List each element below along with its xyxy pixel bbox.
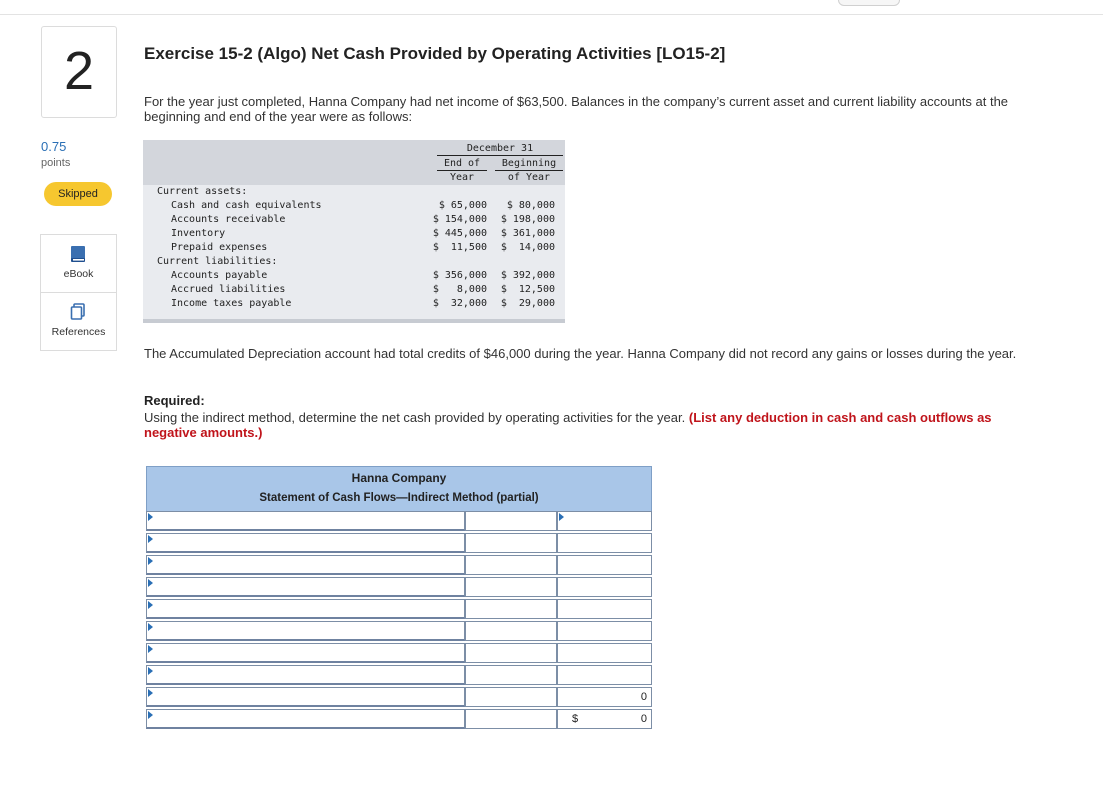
statement-row	[146, 687, 652, 709]
line-item-dropdown[interactable]	[146, 577, 465, 597]
total-input[interactable]	[557, 621, 652, 641]
balance-begin-value: $ 198,000	[500, 214, 555, 225]
dropdown-arrow-icon	[148, 645, 153, 653]
statement-row	[146, 665, 652, 687]
references-icon	[70, 303, 86, 321]
dropdown-arrow-icon	[148, 535, 153, 543]
dropdown-arrow-icon	[148, 667, 153, 675]
top-tab[interactable]	[838, 0, 900, 6]
dropdown-arrow-icon	[148, 623, 153, 631]
balance-row-label: Current liabilities:	[157, 256, 278, 267]
statement-header	[146, 466, 652, 512]
balance-end-value: $ 65,000	[438, 200, 487, 211]
balance-begin-value: $ 29,000	[500, 298, 555, 309]
col-end-line1: End of	[437, 157, 487, 171]
balance-row-label: Inventory	[171, 228, 226, 239]
balance-table-bottom-bar	[143, 319, 565, 323]
period-header: December 31	[437, 142, 563, 156]
amount-input[interactable]	[465, 643, 557, 663]
balance-begin-value: $ 14,000	[500, 242, 555, 253]
balance-row-label: Accounts payable	[171, 270, 268, 281]
statement-row	[146, 555, 652, 577]
amount-input[interactable]	[465, 511, 557, 531]
col-end-line2: Year	[449, 172, 475, 183]
amount-input[interactable]	[465, 577, 557, 597]
balance-begin-value: $ 80,000	[506, 200, 555, 211]
line-item-dropdown[interactable]	[146, 709, 465, 729]
total-input[interactable]	[557, 555, 652, 575]
total-input[interactable]	[557, 599, 652, 619]
dropdown-arrow-icon	[148, 601, 153, 609]
statement-row	[146, 599, 652, 621]
balance-table	[143, 140, 565, 323]
points-label: points	[41, 157, 71, 169]
balance-begin-value: $ 361,000	[500, 228, 555, 239]
dropdown-arrow-icon	[148, 579, 153, 587]
amount-input[interactable]	[465, 709, 557, 729]
question-number: 2	[63, 41, 95, 101]
line-item-dropdown[interactable]	[146, 687, 465, 707]
dropdown-arrow-icon	[148, 513, 153, 521]
points-value: 0.75	[41, 139, 67, 154]
references-button[interactable]	[41, 293, 116, 350]
depreciation-note: The Accumulated Depreciation account had total credits of $46,000 during the year. Hanna Company did not record any gains or losses during the year.	[144, 346, 1017, 361]
balance-row-label: Prepaid expenses	[171, 242, 268, 253]
balance-row-label: Accrued liabilities	[171, 284, 286, 295]
ebook-label: eBook	[63, 268, 94, 280]
intro-text: For the year just completed, Hanna Company had net income of $63,500. Balances in the company’s current asset and current liability accounts at the beginning and end of the year were as follows:	[144, 94, 1009, 124]
line-item-dropdown[interactable]	[146, 599, 465, 619]
balance-end-value: $ 8,000	[432, 284, 487, 295]
currency-symbol: $	[572, 713, 579, 725]
line-item-dropdown[interactable]	[146, 555, 465, 575]
book-icon	[70, 245, 86, 263]
required-heading: Required:	[144, 393, 205, 408]
statement-row	[146, 709, 652, 731]
dropdown-arrow-icon	[148, 689, 153, 697]
balance-end-value: $ 356,000	[432, 270, 487, 281]
resource-tools	[40, 234, 117, 351]
total-input[interactable]	[557, 533, 652, 553]
total-input[interactable]	[557, 511, 652, 531]
total-value: 0	[640, 691, 647, 703]
statement-row	[146, 577, 652, 599]
line-item-dropdown[interactable]	[146, 643, 465, 663]
total-value: 0	[640, 713, 647, 725]
line-item-dropdown[interactable]	[146, 621, 465, 641]
exercise-title: Exercise 15-2 (Algo) Net Cash Provided by Operating Activities [LO15-2]	[144, 44, 726, 63]
line-item-dropdown[interactable]	[146, 533, 465, 553]
balance-row-label: Income taxes payable	[171, 298, 292, 309]
statement-row	[146, 533, 652, 555]
required-emphasis: (List any deduction in cash and cash outflows as negative amounts.)	[144, 410, 992, 440]
balance-end-value: $ 445,000	[432, 228, 487, 239]
balance-end-value: $ 32,000	[432, 298, 487, 309]
amount-input[interactable]	[465, 621, 557, 641]
balance-begin-value: $ 12,500	[500, 284, 555, 295]
statement-title: Statement of Cash Flows—Indirect Method (partial)	[259, 492, 539, 504]
cash-flow-statement-grid	[146, 466, 652, 748]
total-cell	[557, 687, 652, 707]
total-input[interactable]	[557, 577, 652, 597]
required-text	[144, 410, 1044, 440]
amount-input[interactable]	[465, 665, 557, 685]
top-divider	[0, 14, 1103, 15]
amount-input[interactable]	[465, 599, 557, 619]
col-begin-line1: Beginning	[495, 157, 563, 171]
amount-input[interactable]	[465, 555, 557, 575]
status-badge: Skipped	[44, 182, 112, 206]
balance-row-label: Current assets:	[157, 186, 248, 197]
balance-end-value: $ 154,000	[432, 214, 487, 225]
total-cell	[557, 709, 652, 729]
question-number-box	[41, 26, 117, 118]
line-item-dropdown[interactable]	[146, 511, 465, 531]
balance-begin-value: $ 392,000	[500, 270, 555, 281]
statement-row	[146, 511, 652, 533]
balance-end-value: $ 11,500	[432, 242, 487, 253]
statement-company: Hanna Company	[351, 471, 447, 485]
statement-row	[146, 621, 652, 643]
col-begin-line2: of Year	[507, 172, 551, 183]
amount-input[interactable]	[465, 687, 557, 707]
statement-row	[146, 643, 652, 665]
total-input[interactable]	[557, 665, 652, 685]
amount-input[interactable]	[465, 533, 557, 553]
line-item-dropdown[interactable]	[146, 665, 465, 685]
required-instruction: Using the indirect method, determine the net cash provided by operating activities for the year.	[144, 410, 686, 425]
total-input[interactable]	[557, 643, 652, 663]
references-label: References	[51, 326, 106, 338]
balance-row-label: Cash and cash equivalents	[171, 200, 322, 211]
dropdown-arrow-icon	[559, 513, 564, 521]
ebook-button[interactable]	[41, 235, 116, 293]
balance-row-label: Accounts receivable	[171, 214, 286, 225]
dropdown-arrow-icon	[148, 711, 153, 719]
dropdown-arrow-icon	[148, 557, 153, 565]
